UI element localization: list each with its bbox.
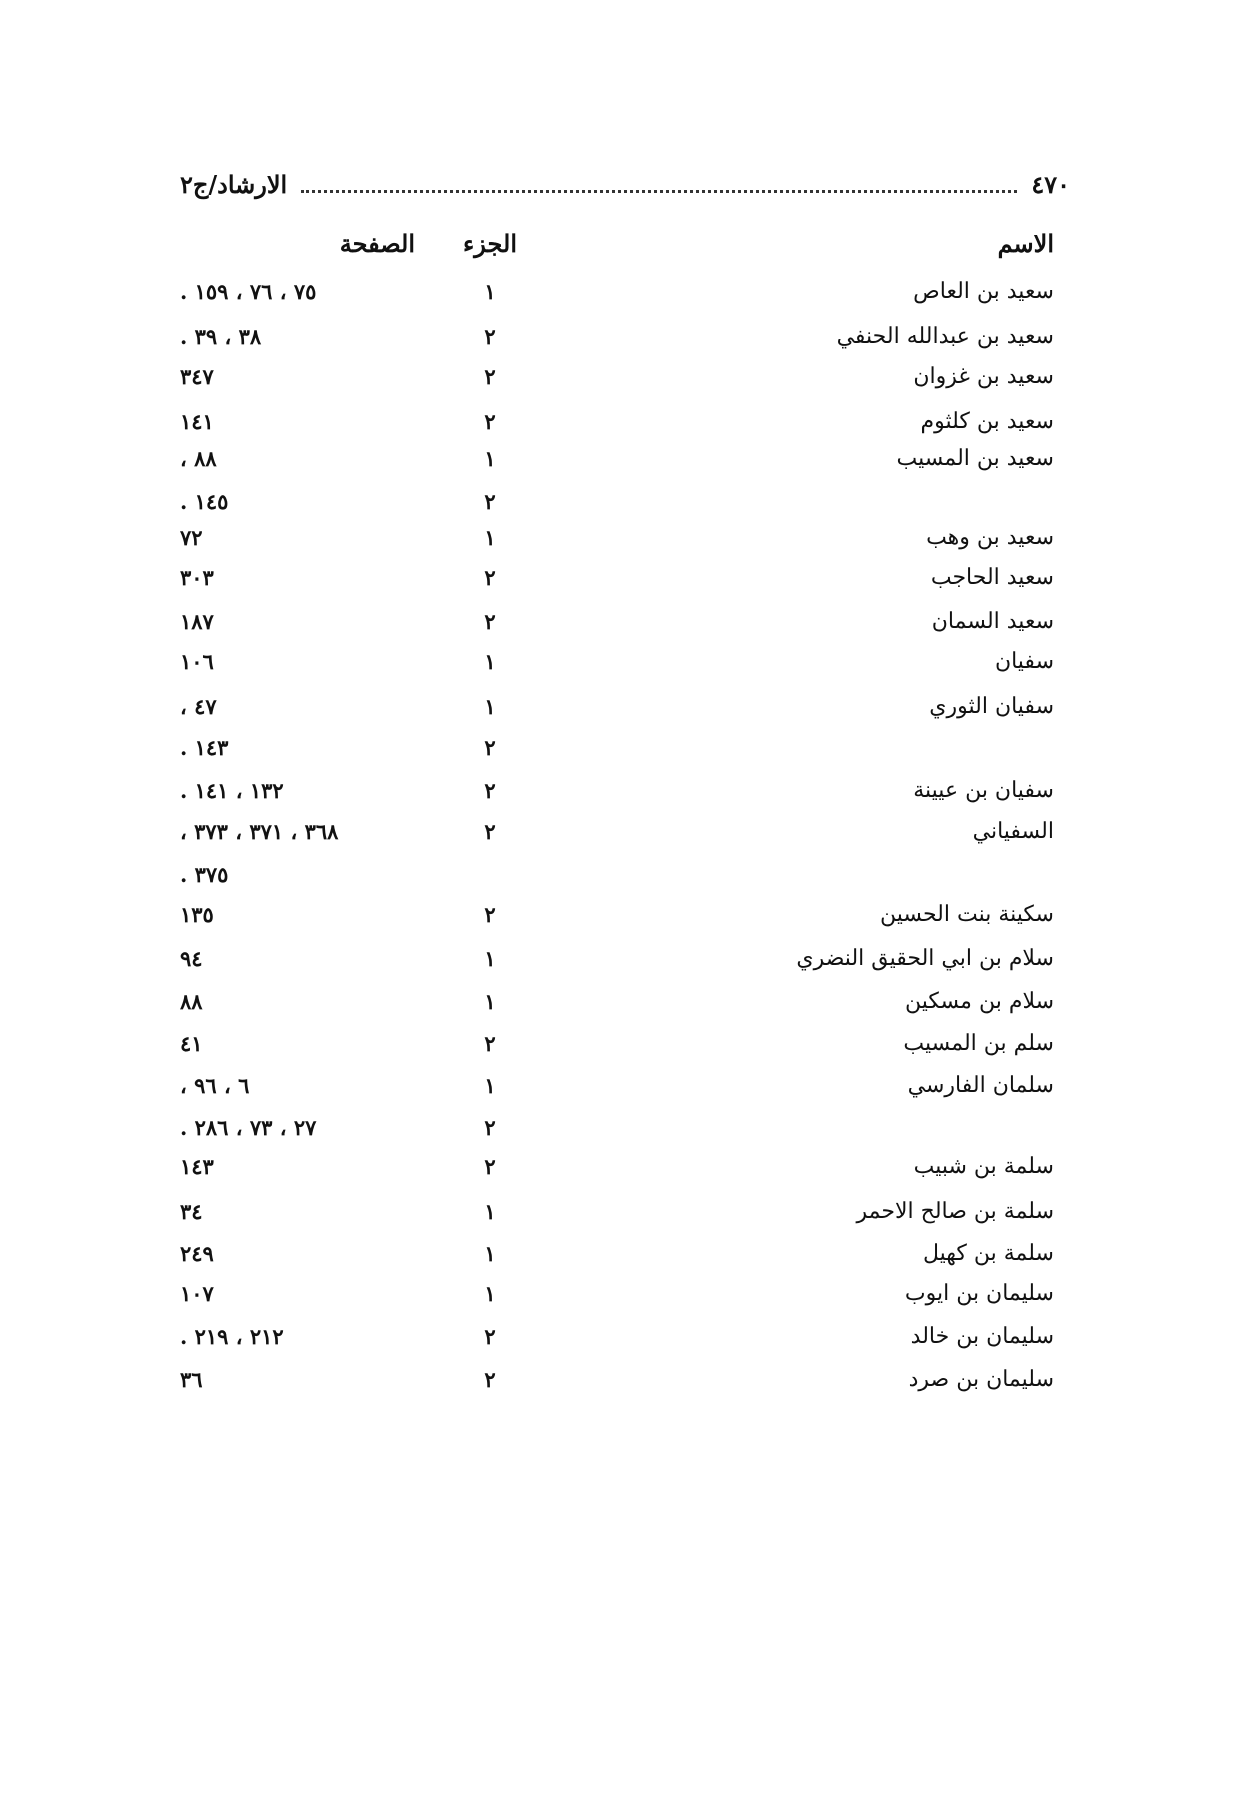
entry-name: سعيد بن غزوان: [913, 364, 1054, 389]
entry-pages: ٦ ، ٩٦ ،: [180, 1073, 250, 1098]
entry-part: ١: [484, 989, 496, 1014]
entry-pages: ١٨٧: [180, 609, 214, 634]
entry-pages: ٨٨: [180, 989, 203, 1014]
entry-pages: ٧٥ ، ٧٦ ، ١٥٩ .: [180, 279, 317, 304]
entry-pages: ٣٧٥ .: [180, 862, 229, 887]
index-entry-row: [0, 1232, 1249, 1276]
entry-pages: ١٤٣ .: [180, 735, 229, 760]
entry-pages: ١٠٦: [180, 649, 214, 674]
running-header: [180, 164, 1070, 204]
entry-pages: ٣٦٨ ، ٣٧١ ، ٣٧٣ ،: [180, 819, 339, 844]
entry-name: سلمة بن صالح الاحمر: [856, 1199, 1054, 1224]
entry-part: ١: [484, 1073, 496, 1098]
index-entry-row: [0, 600, 1249, 644]
entry-pages: ٧٢: [180, 525, 203, 550]
entry-name: السفياني: [972, 819, 1054, 844]
entry-pages: ١٤١: [180, 409, 214, 434]
index-entry-row: [0, 1064, 1249, 1108]
index-entry-row: [0, 1106, 1249, 1150]
entry-pages: ٣٦: [180, 1367, 203, 1392]
entry-pages: ٣٠٣: [180, 565, 214, 590]
entry-name: سكينة بنت الحسين: [879, 902, 1054, 927]
entry-name: سعيد السمان: [931, 609, 1054, 634]
entry-part: ٢: [484, 902, 496, 927]
entry-pages: ٤٧ ،: [180, 694, 217, 719]
entry-part: ٢: [484, 778, 496, 803]
entry-name: سليمان بن صرد: [908, 1367, 1054, 1392]
entry-part: ١: [484, 446, 496, 471]
entry-part: ١: [484, 1241, 496, 1266]
entry-name: سليمان بن ايوب: [904, 1281, 1054, 1306]
column-header-pages: الصفحة: [339, 229, 415, 258]
entry-name: سلمة بن شبيب: [913, 1154, 1054, 1179]
page-number: ٤٧٠: [1031, 169, 1070, 199]
entry-name: سلمان الفارسي: [907, 1073, 1054, 1098]
entry-pages: ٢١٢ ، ٢١٩ .: [180, 1324, 284, 1349]
index-entry-row: [0, 810, 1249, 854]
entry-part: ٢: [484, 1324, 496, 1349]
index-entry-row: [0, 685, 1249, 729]
entry-name: سليمان بن خالد: [910, 1324, 1054, 1349]
entry-pages: ٣٤: [180, 1199, 203, 1224]
entry-part: ٢: [484, 409, 496, 434]
index-entry-row: [0, 1272, 1249, 1316]
entry-name: سلمة بن كهيل: [922, 1241, 1054, 1266]
entry-part: ٢: [484, 735, 496, 760]
index-entry-row: [0, 1145, 1249, 1189]
entry-name: سفيان: [994, 649, 1054, 674]
index-entry-row: [0, 769, 1249, 813]
entry-part: ٢: [484, 1367, 496, 1392]
entry-part: ٢: [484, 364, 496, 389]
entry-name: سلام بن مسكين: [905, 989, 1054, 1014]
entry-pages: ٢٧ ، ٧٣ ، ٢٨٦ .: [180, 1115, 317, 1140]
index-entry-row: [0, 937, 1249, 981]
entry-part: ٢: [484, 1031, 496, 1056]
entry-part: ٢: [484, 819, 496, 844]
index-entry-row: [0, 1190, 1249, 1234]
index-entry-row: [0, 980, 1249, 1024]
index-entry-row: [0, 270, 1249, 314]
index-entry-row: [0, 853, 1249, 897]
entry-pages: ١٣٥: [180, 902, 214, 927]
entry-part: ١: [484, 525, 496, 550]
entry-pages: ١٤٥ .: [180, 489, 229, 514]
column-headers: [0, 222, 1249, 266]
entry-name: سعيد بن كلثوم: [920, 409, 1054, 434]
entry-pages: ٤١: [180, 1031, 203, 1056]
entry-name: سفيان بن عيينة: [913, 778, 1054, 803]
index-entry-row: [0, 315, 1249, 359]
entry-part: ١: [484, 649, 496, 674]
entry-part: ٢: [484, 324, 496, 349]
index-entry-row: [0, 1358, 1249, 1402]
entry-name: سعيد بن عبدالله الحنفي: [836, 324, 1054, 349]
book-title: الارشاد/ج٢: [180, 169, 288, 199]
entry-pages: ١٠٧: [180, 1281, 214, 1306]
entry-part: ١: [484, 946, 496, 971]
entry-part: ٢: [484, 489, 496, 514]
entry-pages: ٩٤: [180, 946, 203, 971]
entry-name: سلم بن المسيب: [903, 1031, 1054, 1056]
index-entry-row: [0, 516, 1249, 560]
entry-pages: ٣٤٧: [180, 364, 214, 389]
index-entry-row: [0, 1022, 1249, 1066]
leader-dots: [301, 176, 1017, 193]
entry-pages: ٣٨ ، ٣٩ .: [180, 324, 262, 349]
index-entry-row: [0, 1315, 1249, 1359]
entry-pages: ٨٨ ،: [180, 446, 217, 471]
entry-name: سعيد بن العاص: [913, 279, 1054, 304]
index-entry-row: [0, 640, 1249, 684]
index-entry-row: [0, 437, 1249, 481]
entry-name: سعيد بن المسيب: [896, 446, 1054, 471]
index-entry-row: [0, 355, 1249, 399]
entry-name: سعيد الحاجب: [930, 565, 1054, 590]
column-header-name: الاسم: [997, 229, 1054, 258]
entry-pages: ٢٤٩: [180, 1241, 214, 1266]
entry-part: ١: [484, 1199, 496, 1224]
entry-pages: ١٣٢ ، ١٤١ .: [180, 778, 284, 803]
index-entry-row: [0, 893, 1249, 937]
entry-name: سفيان الثوري: [929, 694, 1054, 719]
entry-part: ٢: [484, 1115, 496, 1140]
entry-part: ١: [484, 279, 496, 304]
entry-part: ٢: [484, 609, 496, 634]
entry-name: سعيد بن وهب: [926, 525, 1054, 550]
entry-part: ١: [484, 1281, 496, 1306]
entry-part: ٢: [484, 1154, 496, 1179]
entry-name: سلام بن ابي الحقيق النضري: [796, 946, 1054, 971]
entry-part: ٢: [484, 565, 496, 590]
entry-pages: ١٤٣: [180, 1154, 214, 1179]
entry-part: ١: [484, 694, 496, 719]
index-entry-row: [0, 726, 1249, 770]
column-header-part: الجزء: [463, 229, 517, 258]
index-entry-row: [0, 556, 1249, 600]
